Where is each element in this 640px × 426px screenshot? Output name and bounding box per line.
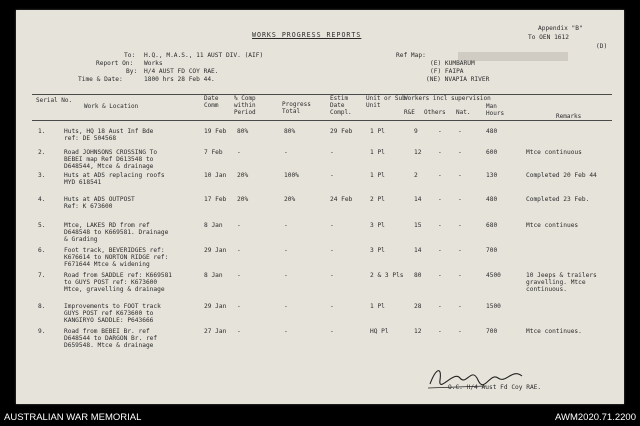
work-cell-line: & Grading xyxy=(64,236,98,243)
nat-cell: - xyxy=(458,303,462,310)
work-cell-line: to GUYS POST ref: K673600 xyxy=(64,279,158,286)
nat-cell: - xyxy=(458,328,462,335)
unit-cell: 2 Pl xyxy=(370,196,385,203)
to-label: To: xyxy=(124,52,136,59)
hrs-cell: 680 xyxy=(486,222,498,229)
oth-cell: - xyxy=(438,247,442,254)
col-work: Work & Location xyxy=(84,103,139,110)
by-value: H/4 AUST FD COY RAE. xyxy=(144,68,219,75)
unit-cell: 3 Pl xyxy=(370,247,385,254)
unit-cell: 3 Pl xyxy=(370,222,385,229)
est-cell: - xyxy=(330,272,334,279)
col-unit: Unit or Sub Unit xyxy=(366,95,406,109)
hrs-cell: 700 xyxy=(486,328,498,335)
work-cell-line: KANGIRYO SADDLE: P643666 xyxy=(64,317,154,324)
serial-cell: 3. xyxy=(38,172,46,179)
work-cell-line: Huts at ADS replacing roofs xyxy=(64,172,165,179)
work-cell-line: Road from BEBEI Br. ref xyxy=(64,328,150,335)
rae-cell: 28 xyxy=(414,303,422,310)
date-cell: 8 Jan xyxy=(204,272,223,279)
nat-cell: - xyxy=(458,172,462,179)
est-cell: - xyxy=(330,149,334,156)
nat-cell: - xyxy=(458,196,462,203)
work-cell-line: MYD 618541 xyxy=(64,179,102,186)
map-1: (E) KUMBARUM xyxy=(430,60,475,67)
serial-cell: 8. xyxy=(38,303,46,310)
pct-cell: - xyxy=(237,303,241,310)
total-cell: 20% xyxy=(284,196,296,203)
footer-accession: AWM2020.71.2200 xyxy=(555,412,636,423)
oth-cell: - xyxy=(438,328,442,335)
by-label: By: xyxy=(126,68,138,75)
remarks-cell-line: 10 Jeeps & trailers xyxy=(526,272,597,279)
archive-footer xyxy=(0,410,640,426)
total-cell: 80% xyxy=(284,128,296,135)
est-cell: - xyxy=(330,222,334,229)
pct-cell: - xyxy=(237,149,241,156)
remarks-cell-line: Mtce continues xyxy=(526,222,579,229)
work-cell-line: ref: DE 504568 xyxy=(64,135,117,142)
nat-cell: - xyxy=(458,247,462,254)
total-cell: - xyxy=(284,303,288,310)
remarks-cell-line: Completed 20 Feb 44 xyxy=(526,172,597,179)
date-cell: 19 Feb xyxy=(204,128,227,135)
oth-cell: - xyxy=(438,222,442,229)
col-others: Others xyxy=(424,109,446,116)
total-cell: - xyxy=(284,222,288,229)
rae-cell: 2 xyxy=(414,172,418,179)
col-hours: Man Hours xyxy=(486,103,505,117)
est-cell: - xyxy=(330,328,334,335)
work-cell-line: BEBEI map Ref D613548 to xyxy=(64,156,154,163)
work-cell-line: Road JOHNSONS CROSSING To xyxy=(64,149,158,156)
serial-cell: 4. xyxy=(38,196,46,203)
serial-cell: 2. xyxy=(38,149,46,156)
est-cell: - xyxy=(330,172,334,179)
work-cell-line: Foot track, BEVERIDGES ref: xyxy=(64,247,165,254)
nat-cell: - xyxy=(458,149,462,156)
hrs-cell: 130 xyxy=(486,172,498,179)
date-cell: 29 Jan xyxy=(204,247,227,254)
header-rule xyxy=(32,94,612,95)
total-cell: - xyxy=(284,149,288,156)
remarks-cell-line: continuous. xyxy=(526,286,567,293)
total-cell: - xyxy=(284,328,288,335)
col-workers: Workers incl supervision xyxy=(404,95,491,102)
document-page xyxy=(16,10,624,404)
unit-cell: 1 Pl xyxy=(370,128,385,135)
hrs-cell: 700 xyxy=(486,247,498,254)
header-underline xyxy=(32,120,612,121)
hrs-cell: 1500 xyxy=(486,303,501,310)
unit-cell: 1 Pl xyxy=(370,172,385,179)
time-value: 1800 hrs 28 Feb 44. xyxy=(144,76,215,83)
col-nat: Nat. xyxy=(456,109,471,116)
serial-cell: 7. xyxy=(38,272,46,279)
remarks-cell-line: Completed 23 Feb. xyxy=(526,196,590,203)
total-cell: - xyxy=(284,247,288,254)
oth-cell: - xyxy=(438,149,442,156)
col-progress: Progress Total xyxy=(282,101,311,115)
nat-cell: - xyxy=(458,128,462,135)
report-label: Report On: xyxy=(96,60,134,67)
ref-map-label: Ref Map: xyxy=(396,52,426,59)
footer-institution: AUSTRALIAN WAR MEMORIAL xyxy=(4,412,142,423)
remarks-cell-line: Mtce continues. xyxy=(526,328,582,335)
oth-cell: - xyxy=(438,196,442,203)
nat-cell: - xyxy=(458,272,462,279)
date-cell: 8 Jan xyxy=(204,222,223,229)
oth-cell: - xyxy=(438,172,442,179)
hrs-cell: 600 xyxy=(486,149,498,156)
work-cell-line: D659548. Mtce & drainage xyxy=(64,342,154,349)
work-cell-line: D648544, Mtce & drainage xyxy=(64,163,154,170)
work-cell-line: Huts at ADS OUTPOST xyxy=(64,196,135,203)
pct-cell: - xyxy=(237,247,241,254)
work-cell-line: D648544 to DARGON Br. ref xyxy=(64,335,158,342)
rae-cell: 12 xyxy=(414,149,422,156)
map-3: (NE) NVAPIA RIVER xyxy=(426,76,490,83)
signature-title: O.C. H/4 Aust Fd Coy RAE. xyxy=(448,384,542,391)
date-cell: 29 Jan xyxy=(204,303,227,310)
work-cell-line: Mtce, LAKES RD from ref xyxy=(64,222,150,229)
map-2: (F) FAIPA xyxy=(430,68,464,75)
work-cell-line: Huts, HQ 18 Aust Inf Bde xyxy=(64,128,154,135)
remarks-cell-line: gravelling. Mtce xyxy=(526,279,586,286)
rae-cell: 14 xyxy=(414,247,422,254)
serial-cell: 9. xyxy=(38,328,46,335)
work-cell-line: D648548 to K669581. Drainage xyxy=(64,229,169,236)
work-cell-line: Mtce, gravelling & drainage xyxy=(64,286,165,293)
col-serial: Serial No. xyxy=(36,97,73,104)
rae-cell: 9 xyxy=(414,128,418,135)
oth-cell: - xyxy=(438,272,442,279)
work-cell-line: F671644 Mtce & widening xyxy=(64,261,150,268)
col-remarks: Remarks xyxy=(556,113,582,120)
oth-cell: - xyxy=(438,303,442,310)
serial-cell: 1. xyxy=(38,128,46,135)
pct-cell: - xyxy=(237,222,241,229)
unit-cell: 1 Pl xyxy=(370,303,385,310)
pct-cell: 80% xyxy=(237,128,249,135)
rae-cell: 15 xyxy=(414,222,422,229)
pct-cell: - xyxy=(237,272,241,279)
col-pct: % Comp within Period xyxy=(234,95,256,116)
work-cell-line: K676614 to NORTON RIDGE ref: xyxy=(64,254,169,261)
work-cell-line: Road from SADDLE ref: K669581 xyxy=(64,272,173,279)
col-date: Date Comm xyxy=(204,95,219,109)
order-reference: To OEN 1612 xyxy=(528,34,569,41)
serial-reference: (D) xyxy=(596,43,608,50)
date-cell: 7 Feb xyxy=(204,149,223,156)
oth-cell: - xyxy=(438,128,442,135)
rae-cell: 12 xyxy=(414,328,422,335)
work-cell-line: Ref: K 673600 xyxy=(64,203,113,210)
est-cell: 29 Feb xyxy=(330,128,353,135)
hrs-cell: 480 xyxy=(486,128,498,135)
serial-cell: 6. xyxy=(38,247,46,254)
date-cell: 10 Jan xyxy=(204,172,227,179)
serial-cell: 5. xyxy=(38,222,46,229)
pct-cell: 20% xyxy=(237,172,249,179)
est-cell: - xyxy=(330,247,334,254)
rae-cell: 80 xyxy=(414,272,422,279)
est-cell: - xyxy=(330,303,334,310)
work-cell-line: Improvements to FOOT track xyxy=(64,303,161,310)
date-cell: 17 Feb xyxy=(204,196,227,203)
remarks-cell-line: Mtce continuous xyxy=(526,149,582,156)
work-cell-line: GUYS POST ref K673600 to xyxy=(64,310,154,317)
rae-cell: 14 xyxy=(414,196,422,203)
col-rae: R&E xyxy=(404,109,415,116)
date-cell: 27 Jan xyxy=(204,328,227,335)
document-title: WORKS PROGRESS REPORTS xyxy=(252,31,362,39)
to-value: H.Q., M.A.S., 11 AUST DIV. (AIF) xyxy=(144,52,264,59)
report-value: Works xyxy=(144,60,163,67)
pct-cell: 20% xyxy=(237,196,249,203)
hrs-cell: 4500 xyxy=(486,272,501,279)
unit-cell: 2 & 3 Pls xyxy=(370,272,404,279)
hrs-cell: 480 xyxy=(486,196,498,203)
unit-cell: HQ Pl xyxy=(370,328,389,335)
pct-cell: - xyxy=(237,328,241,335)
nat-cell: - xyxy=(458,222,462,229)
appendix-label: Appendix "B" xyxy=(538,25,583,32)
total-cell: 100% xyxy=(284,172,299,179)
unit-cell: 1 Pl xyxy=(370,149,385,156)
total-cell: - xyxy=(284,272,288,279)
time-label: Time & Date: xyxy=(78,76,123,83)
col-estim: Estim Date Compl. xyxy=(330,95,352,116)
est-cell: 24 Feb xyxy=(330,196,353,203)
